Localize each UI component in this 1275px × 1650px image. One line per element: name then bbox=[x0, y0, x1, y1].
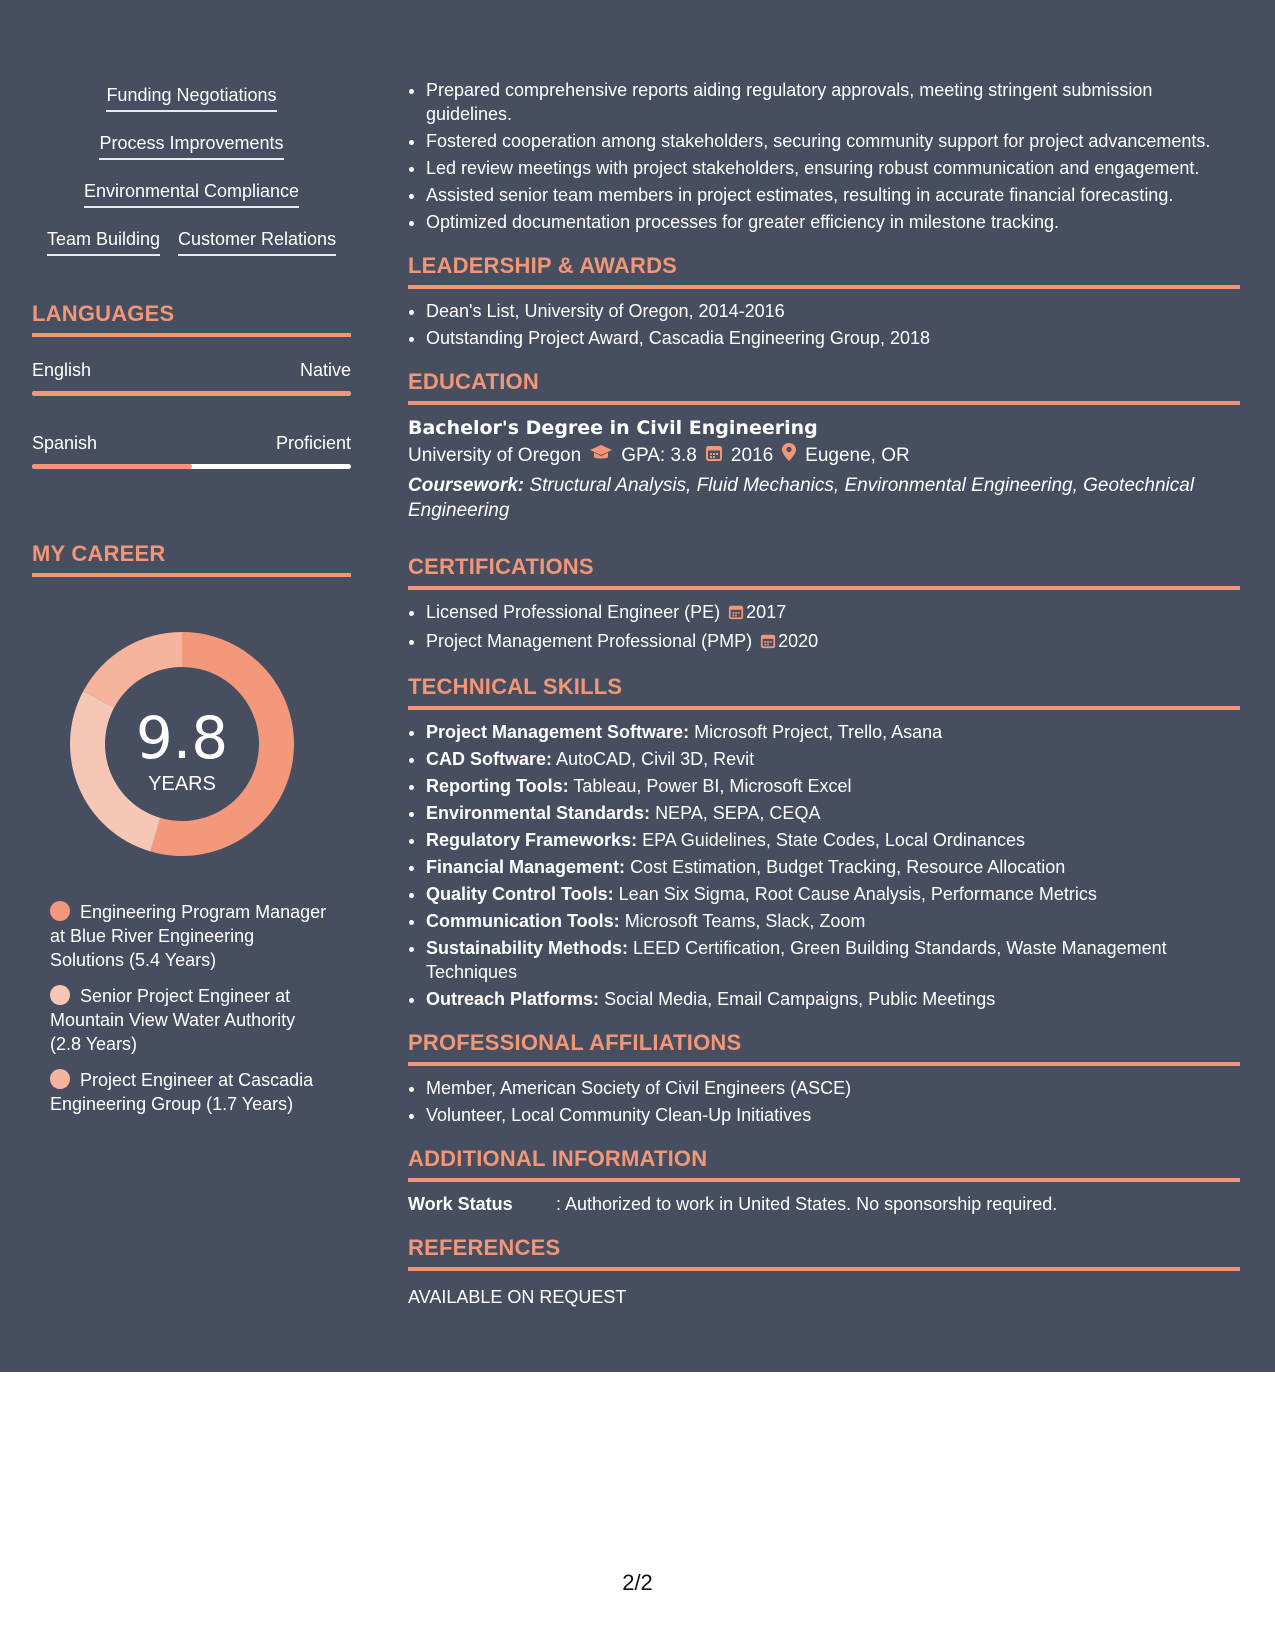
sidebar bbox=[32, 0, 351, 1372]
skill-values: Social Media, Email Campaigns, Public Meetings bbox=[604, 989, 996, 1009]
certification-item bbox=[426, 600, 1240, 626]
technical-skills-title: TECHNICAL SKILLS bbox=[408, 673, 1240, 710]
page-number: 2/2 bbox=[622, 1570, 653, 1595]
skill-values: Microsoft Project, Trello, Asana bbox=[694, 722, 943, 742]
affiliation-item: • Volunteer, Local Community Clean-Up Initiatives bbox=[426, 1103, 1240, 1127]
languages-title: LANGUAGES bbox=[32, 300, 351, 337]
career-legend bbox=[50, 900, 330, 1128]
career-entry bbox=[50, 1068, 330, 1116]
certification-name: Project Management Professional (PMP) bbox=[426, 631, 753, 651]
education-entry bbox=[408, 415, 1240, 523]
degree: Bachelor's Degree in Civil Engineering bbox=[408, 417, 818, 439]
skill-values: Microsoft Teams, Slack, Zoom bbox=[624, 911, 866, 931]
career-entry-text: Senior Project Engineer at Mountain View Water Authority (2.8 Years) bbox=[50, 986, 296, 1054]
experience-bullet: • Assisted senior team members in project estimates, resulting in accurate financial forecasting. bbox=[426, 183, 1240, 207]
experience-bullets bbox=[408, 78, 1240, 234]
skill-tag: Process Improvements bbox=[99, 132, 283, 160]
skill-values: EPA Guidelines, State Codes, Local Ordinances bbox=[642, 830, 1025, 850]
technical-skill-item bbox=[426, 801, 1240, 825]
career-title: MY CAREER bbox=[32, 540, 351, 577]
career-entry-text: Engineering Program Manager at Blue River Engineering Solutions (5.4 Years) bbox=[50, 902, 327, 970]
skill-tags bbox=[32, 84, 351, 276]
main-column bbox=[408, 0, 1240, 1372]
gpa: GPA: 3.8 bbox=[621, 445, 697, 466]
affiliations-list bbox=[408, 1076, 1240, 1127]
education-section bbox=[408, 368, 1240, 523]
skill-tag-row bbox=[32, 84, 351, 112]
main-flow bbox=[408, 78, 1240, 1309]
skill-tag-row bbox=[32, 180, 351, 208]
skill-category: Regulatory Frameworks: bbox=[426, 830, 638, 850]
skill-tag: Customer Relations bbox=[178, 228, 336, 256]
certifications-title: CERTIFICATIONS bbox=[408, 553, 1240, 590]
graduation-year: 2016 bbox=[730, 445, 774, 466]
leadership-title: LEADERSHIP & AWARDS bbox=[408, 252, 1240, 289]
affiliation-item: • Member, American Society of Civil Engineers (ASCE) bbox=[426, 1076, 1240, 1100]
award-item: • Outstanding Project Award, Cascadia Engineering Group, 2018 bbox=[426, 326, 1240, 350]
skill-category: Financial Management: bbox=[426, 857, 626, 877]
technical-skill-item bbox=[426, 747, 1240, 771]
language-level-bar bbox=[32, 391, 351, 396]
skill-category: Reporting Tools: bbox=[426, 776, 569, 796]
language-level: Native bbox=[299, 360, 351, 380]
career-slice bbox=[83, 632, 182, 708]
career-entry bbox=[50, 900, 330, 972]
additional-info-title: ADDITIONAL INFORMATION bbox=[408, 1145, 1240, 1182]
coursework-list: Structural Analysis, Fluid Mechanics, Environmental Engineering, Geotechnical Engineering bbox=[408, 475, 1195, 521]
skill-category: Environmental Standards: bbox=[426, 803, 651, 823]
technical-skill-item bbox=[426, 909, 1240, 933]
language-level-fill bbox=[32, 391, 351, 396]
technical-skill-item bbox=[426, 855, 1240, 879]
technical-skill-item bbox=[426, 936, 1240, 984]
skill-values: AutoCAD, Civil 3D, Revit bbox=[556, 749, 755, 769]
certifications-list bbox=[408, 600, 1240, 655]
skill-values: Tableau, Power BI, Microsoft Excel bbox=[573, 776, 852, 796]
skill-values: LEED Certification, Green Building Standards, Waste Management Techniques bbox=[426, 938, 1167, 982]
technical-skill-item bbox=[426, 774, 1240, 798]
career-entry-text: Project Engineer at Cascadia Engineering Group (1.7 Years) bbox=[50, 1070, 314, 1114]
career-total: 9.8 bbox=[135, 704, 229, 772]
skill-tag-row bbox=[32, 132, 351, 160]
languages-section bbox=[32, 300, 351, 469]
certification-item bbox=[426, 629, 1240, 655]
language-name: Spanish bbox=[32, 433, 98, 453]
calendar-icon bbox=[728, 605, 744, 622]
coursework-label: Coursework: bbox=[408, 475, 525, 496]
language-level: Proficient bbox=[275, 433, 351, 453]
calendar-icon bbox=[705, 441, 723, 471]
education-meta bbox=[408, 441, 1240, 471]
technical-skills-list bbox=[408, 720, 1240, 1011]
affiliations-title: PROFESSIONAL AFFILIATIONS bbox=[408, 1029, 1240, 1066]
language-row bbox=[32, 432, 351, 454]
certification-year: 2017 bbox=[746, 602, 787, 622]
skill-values: Lean Six Sigma, Root Cause Analysis, Performance Metrics bbox=[618, 884, 1097, 904]
languages-list bbox=[32, 359, 351, 469]
skill-category: Sustainability Methods: bbox=[426, 938, 629, 958]
career-color-dot bbox=[50, 901, 70, 921]
skill-category: Outreach Platforms: bbox=[426, 989, 600, 1009]
map-pin-icon bbox=[781, 441, 797, 471]
experience-bullet: • Prepared comprehensive reports aiding regulatory approvals, meeting stringent submission guidelines. bbox=[426, 78, 1240, 126]
location: Eugene, OR bbox=[805, 445, 910, 466]
language-level-bar bbox=[32, 464, 351, 469]
award-item: • Dean's List, University of Oregon, 2014-2016 bbox=[426, 299, 1240, 323]
technical-skill-item bbox=[426, 987, 1240, 1011]
school: University of Oregon bbox=[408, 445, 582, 466]
skill-category: Quality Control Tools: bbox=[426, 884, 614, 904]
career-section bbox=[32, 540, 351, 1114]
certifications-section bbox=[408, 553, 1240, 655]
education-title: EDUCATION bbox=[408, 368, 1240, 405]
affiliations-section bbox=[408, 1029, 1240, 1127]
certification-year: 2020 bbox=[778, 631, 819, 651]
career-donut-chart bbox=[62, 624, 302, 864]
leadership-section bbox=[408, 252, 1240, 350]
skill-values: Cost Estimation, Budget Tracking, Resource Allocation bbox=[630, 857, 1066, 877]
career-entry bbox=[50, 984, 330, 1056]
skill-category: CAD Software: bbox=[426, 749, 553, 769]
technical-skill-item bbox=[426, 882, 1240, 906]
work-status-value: : Authorized to work in United States. No sponsorship required. bbox=[556, 1194, 1058, 1214]
skill-category: Communication Tools: bbox=[426, 911, 620, 931]
skill-tag: Funding Negotiations bbox=[106, 84, 276, 112]
language-row bbox=[32, 359, 351, 381]
work-status-label: Work Status bbox=[408, 1194, 513, 1214]
technical-skills-section bbox=[408, 673, 1240, 1011]
experience-bullet: • Led review meetings with project stakeholders, ensuring robust communication and engagement. bbox=[426, 156, 1240, 180]
additional-info-section bbox=[408, 1145, 1240, 1216]
references-section bbox=[408, 1234, 1240, 1309]
language-level-fill bbox=[32, 464, 192, 469]
leadership-list bbox=[408, 299, 1240, 350]
skill-tag: Environmental Compliance bbox=[84, 180, 299, 208]
technical-skill-item bbox=[426, 720, 1240, 744]
calendar-icon bbox=[760, 634, 776, 651]
skill-category: Project Management Software: bbox=[426, 722, 690, 742]
work-status-row bbox=[408, 1192, 1240, 1216]
references-text: AVAILABLE ON REQUEST bbox=[408, 1287, 627, 1307]
skill-tag-row bbox=[32, 228, 351, 256]
skill-values: NEPA, SEPA, CEQA bbox=[655, 803, 821, 823]
certification-name: Licensed Professional Engineer (PE) bbox=[426, 602, 721, 622]
skill-tag: Team Building bbox=[47, 228, 160, 256]
coursework bbox=[408, 473, 1240, 523]
references-title: REFERENCES bbox=[408, 1234, 1240, 1271]
career-color-dot bbox=[50, 1069, 70, 1089]
career-unit: YEARS bbox=[148, 773, 216, 795]
graduation-cap-icon bbox=[589, 441, 613, 471]
career-color-dot bbox=[50, 985, 70, 1005]
experience-bullet: • Fostered cooperation among stakeholders, securing community support for project advancements. bbox=[426, 129, 1240, 153]
experience-bullet: • Optimized documentation processes for greater efficiency in milestone tracking. bbox=[426, 210, 1240, 234]
language-name: English bbox=[32, 360, 92, 380]
technical-skill-item bbox=[426, 828, 1240, 852]
